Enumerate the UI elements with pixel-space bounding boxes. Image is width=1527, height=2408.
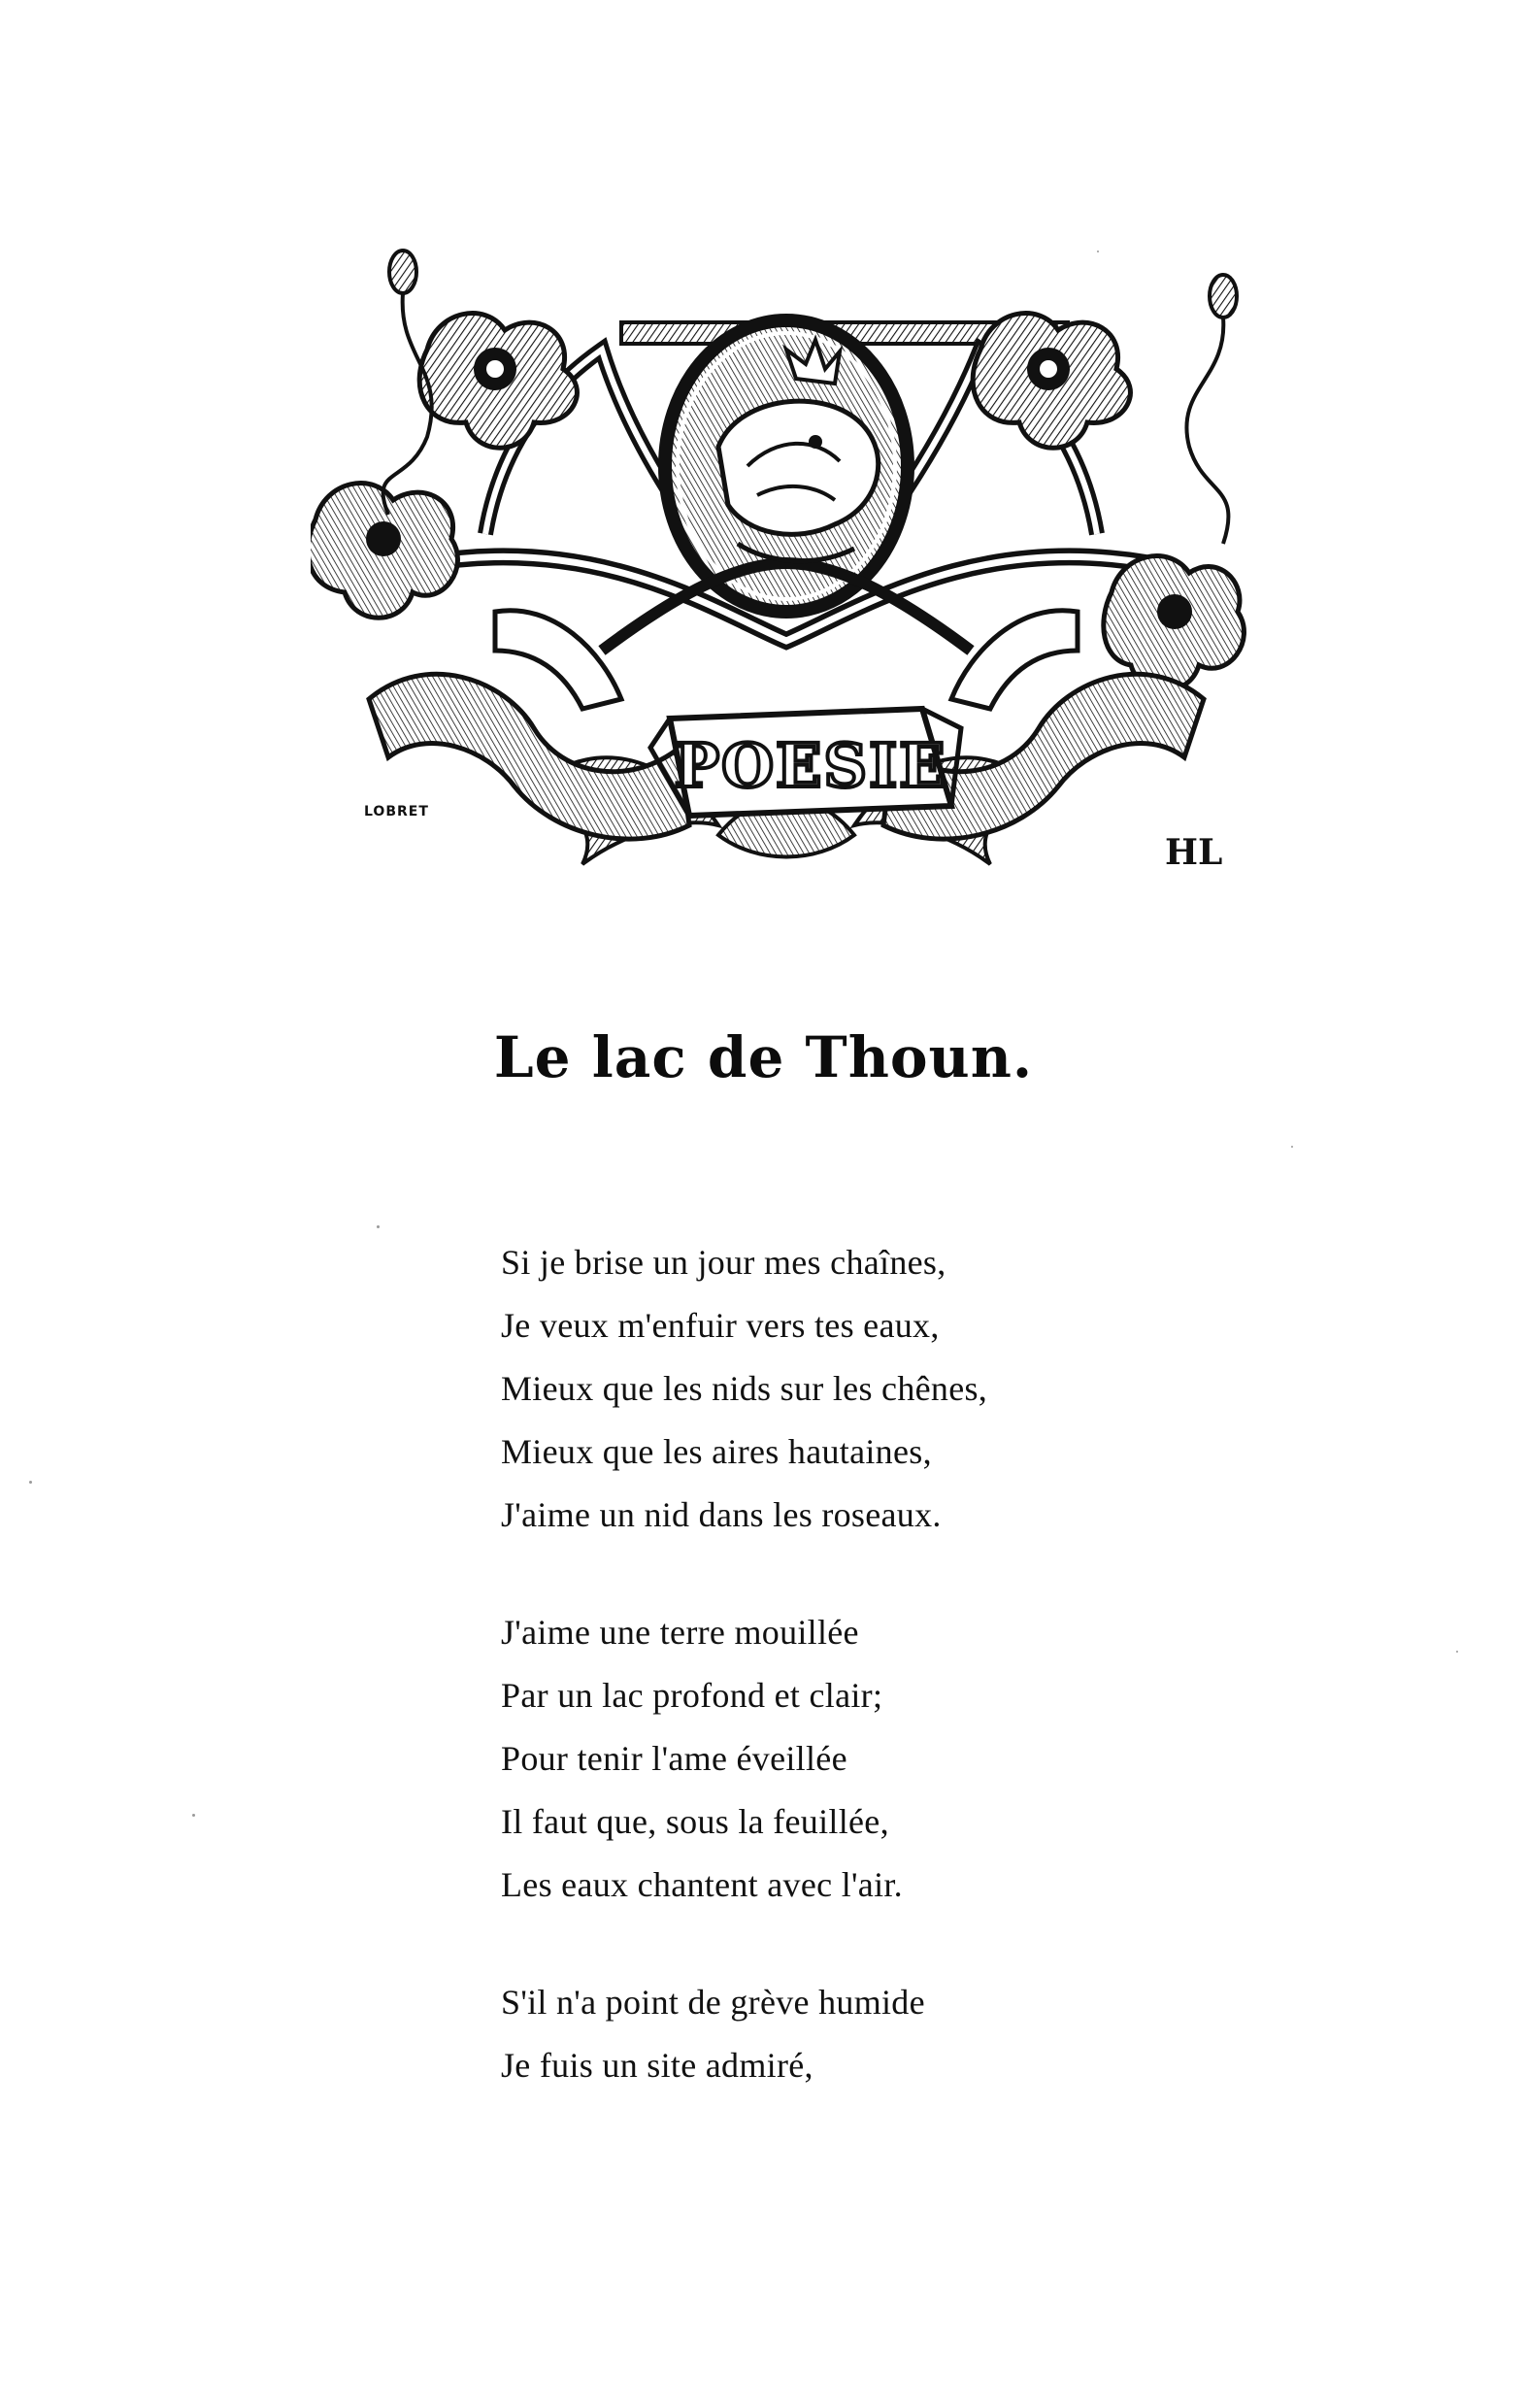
verse-line: Si je brise un jour mes chaînes, [501,1243,946,1282]
stanza-1 [501,1231,1278,1547]
verse-line: Par un lac profond et clair; [501,1676,883,1715]
verse-line: J'aime une terre mouillée [501,1613,859,1652]
verse-line: Mieux que les nids sur les chênes, [501,1369,988,1408]
paper-speck [29,1481,32,1484]
poem-title: Le lac de Thoun. [493,1024,1034,1090]
engraver-signature: LOBRET [364,804,429,819]
poem-body [501,1231,1278,2152]
stanza-3 [501,1971,1278,2097]
paper-speck [1291,1146,1293,1148]
paper-speck [1097,251,1099,252]
verse-line: Les eaux chantent avec l'air. [501,1865,903,1904]
artist-monogram: HL [1165,832,1223,873]
verse-line: Je fuis un site admiré, [501,2046,813,2085]
verse-line: J'aime un nid dans les roseaux. [501,1495,942,1534]
banner-text: POESIE [674,730,947,801]
verse-line: S'il n'a point de grève humide [501,1983,925,2022]
paper-speck [377,1225,380,1228]
paper-speck [1456,1651,1458,1653]
verse-line: Je veux m'enfuir vers tes eaux, [501,1306,940,1345]
poesie-vignette [311,243,1262,893]
verse-line: Pour tenir l'ame éveillée [501,1739,847,1778]
paper-speck [192,1814,195,1817]
verse-line: Il faut que, sous la feuillée, [501,1802,889,1841]
stanza-2 [501,1601,1278,1917]
verse-line: Mieux que les aires hautaines, [501,1432,932,1471]
